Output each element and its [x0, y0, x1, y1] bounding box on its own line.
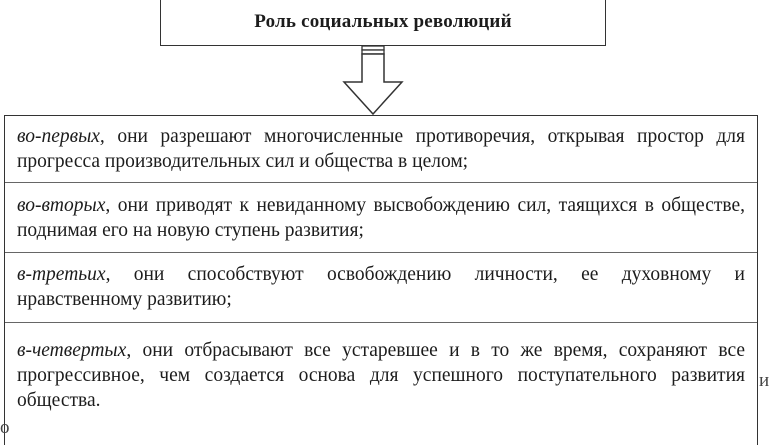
list-item-text: они разрешают многочисленные противоречия, открывая простор для прогресса производительных сил и общества в целом;: [17, 126, 745, 172]
list-item-lead: во-первых,: [17, 126, 105, 147]
down-arrow-icon: [338, 46, 408, 116]
margin-fragment-left: о: [0, 417, 10, 438]
list-item-text: , они способствуют освобождению личности, ее духовному и нравственному развитию;: [17, 264, 745, 310]
title-box: [160, 0, 606, 46]
margin-fragment-right: и: [759, 370, 769, 391]
diagram-title: Роль социальных революций: [254, 10, 512, 32]
divider: [5, 322, 757, 323]
divider: [5, 182, 757, 183]
divider: [5, 252, 757, 253]
content-box: [4, 115, 758, 445]
list-item: [17, 338, 745, 413]
list-item-lead: в-третьих: [17, 264, 106, 285]
list-item-lead: во-вторых: [17, 195, 106, 216]
list-item-text: , они приводят к невиданному высвобождению сил, таящихся в обществе, поднимая его на новую ступень развития;: [17, 195, 745, 241]
list-item: [17, 193, 745, 243]
list-item-lead: в-четвертых: [17, 340, 127, 361]
list-item: [17, 124, 745, 174]
list-item-text: , они отбрасывают все устаревшее и в то же время, сохраняют все прогрессивное, чем создается основа для успешного поступательного развития общества.: [17, 340, 745, 411]
list-item: [17, 262, 745, 312]
